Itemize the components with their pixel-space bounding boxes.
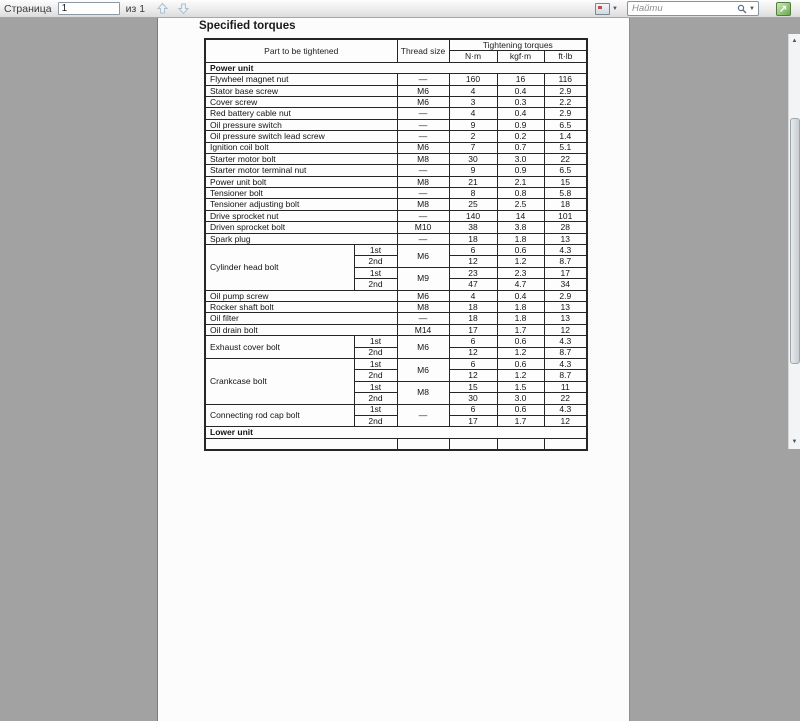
page-number-input[interactable]	[58, 2, 120, 15]
table-cell: 0.2	[497, 131, 544, 142]
table-cell: Spark plug	[205, 233, 397, 244]
table-cell: N·m	[449, 51, 497, 62]
section-header-cell: Power unit	[205, 62, 587, 73]
table-cell: 17	[449, 324, 497, 335]
table-cell: M10	[397, 222, 449, 233]
table-cell: —	[397, 313, 449, 324]
search-input[interactable]	[628, 3, 736, 14]
table-row	[205, 301, 587, 312]
table-cell: M6	[397, 358, 449, 381]
down-arrow-icon	[177, 2, 190, 15]
table-cell: 2.9	[544, 85, 587, 96]
table-cell: 0.8	[497, 188, 544, 199]
table-cell: 6.5	[544, 119, 587, 130]
table-cell: 30	[449, 393, 497, 404]
table-cell: 116	[544, 74, 587, 85]
table-row-partial	[205, 438, 587, 450]
table-cell: 22	[544, 153, 587, 164]
table-cell: 6	[449, 336, 497, 347]
table-cell: 0.6	[497, 358, 544, 369]
launch-button[interactable]	[776, 2, 791, 16]
table-cell: —	[397, 404, 449, 427]
table-cell: 101	[544, 210, 587, 221]
viewer-toolbar	[0, 0, 800, 18]
table-cell: 2.9	[544, 108, 587, 119]
table-row	[205, 290, 587, 301]
table-cell: 16	[497, 74, 544, 85]
table-row	[205, 165, 587, 176]
section-row	[205, 62, 587, 73]
green-arrow-icon	[779, 4, 788, 13]
table-cell: Cylinder head bolt	[205, 245, 354, 291]
table-cell: 1st	[354, 381, 397, 392]
table-row	[205, 358, 587, 369]
table-row	[205, 313, 587, 324]
table-cell: 18	[449, 233, 497, 244]
table-cell: Oil drain bolt	[205, 324, 397, 335]
table-cell: 2nd	[354, 279, 397, 290]
table-row	[205, 85, 587, 96]
table-cell: 1.8	[497, 233, 544, 244]
table-cell: —	[397, 165, 449, 176]
table-cell: Tensioner adjusting bolt	[205, 199, 397, 210]
table-cell: 2.1	[497, 176, 544, 187]
table-cell: 4	[449, 290, 497, 301]
table-cell: 0.4	[497, 290, 544, 301]
table-cell: 1st	[354, 245, 397, 256]
table-cell	[449, 438, 497, 450]
table-cell: 13	[544, 233, 587, 244]
table-cell: Part to be tightened	[205, 39, 397, 62]
table-cell: 23	[449, 267, 497, 278]
table-row	[205, 233, 587, 244]
table-cell: 4	[449, 85, 497, 96]
document-viewport	[0, 17, 800, 449]
table-cell: 6	[449, 404, 497, 415]
table-cell: 2.2	[544, 96, 587, 107]
table-row	[205, 188, 587, 199]
scroll-down-arrow-icon[interactable]: ▼	[791, 439, 798, 445]
table-cell: 12	[544, 324, 587, 335]
table-cell: 0.3	[497, 96, 544, 107]
page-count-label: из 1	[125, 2, 146, 15]
table-cell: 9	[449, 165, 497, 176]
table-cell: 2	[449, 131, 497, 142]
table-cell: 4.3	[544, 336, 587, 347]
table-cell: kgf·m	[497, 51, 544, 62]
table-cell: Oil pressure switch	[205, 119, 397, 130]
table-cell: 4.3	[544, 358, 587, 369]
table-row	[205, 336, 587, 347]
table-cell: 1.8	[497, 313, 544, 324]
table-cell: 1st	[354, 336, 397, 347]
table-cell: 0.9	[497, 119, 544, 130]
up-arrow-icon	[156, 2, 169, 15]
table-cell: 8.7	[544, 370, 587, 381]
table-cell: M6	[397, 85, 449, 96]
table-cell: 0.6	[497, 404, 544, 415]
table-cell: Power unit bolt	[205, 176, 397, 187]
table-cell: 12	[449, 370, 497, 381]
table-cell: 2.9	[544, 290, 587, 301]
table-cell: 1.2	[497, 370, 544, 381]
table-row	[205, 404, 587, 415]
table-cell: 8.7	[544, 347, 587, 358]
table-row	[205, 153, 587, 164]
torque-spec-table	[204, 38, 588, 451]
table-cell: 12	[449, 347, 497, 358]
table-cell: 38	[449, 222, 497, 233]
table-cell: 18	[544, 199, 587, 210]
table-cell: 3.0	[497, 393, 544, 404]
vertical-scrollbar[interactable]	[788, 34, 800, 449]
table-cell: 18	[449, 301, 497, 312]
table-cell: M6	[397, 142, 449, 153]
chevron-down-icon: ▼	[612, 5, 618, 12]
table-row	[205, 108, 587, 119]
table-cell: Ignition coil bolt	[205, 142, 397, 153]
table-cell: 2.3	[497, 267, 544, 278]
table-cell: M8	[397, 153, 449, 164]
table-row	[205, 324, 587, 335]
table-cell: Drive sprocket nut	[205, 210, 397, 221]
table-cell: M8	[397, 176, 449, 187]
table-row	[205, 222, 587, 233]
table-cell: 17	[449, 415, 497, 426]
table-row	[205, 199, 587, 210]
table-cell: 5.8	[544, 188, 587, 199]
table-cell: 0.7	[497, 142, 544, 153]
table-cell: —	[397, 108, 449, 119]
table-cell: Stator base screw	[205, 85, 397, 96]
table-cell: 1st	[354, 358, 397, 369]
table-cell: 4.3	[544, 404, 587, 415]
table-cell: M14	[397, 324, 449, 335]
table-cell	[497, 438, 544, 450]
section-title: Specified torques	[199, 20, 296, 32]
table-cell: —	[397, 131, 449, 142]
table-cell: 160	[449, 74, 497, 85]
table-cell: 2.5	[497, 199, 544, 210]
table-cell: M9	[397, 267, 449, 290]
table-cell: —	[397, 210, 449, 221]
table-cell: 1st	[354, 404, 397, 415]
display-size-button[interactable]	[595, 3, 618, 15]
table-cell: Starter motor bolt	[205, 153, 397, 164]
scroll-up-arrow-icon[interactable]: ▲	[791, 38, 798, 44]
table-cell: 3.0	[497, 153, 544, 164]
table-cell: 4.7	[497, 279, 544, 290]
table-cell	[397, 438, 449, 450]
table-cell: 12	[449, 256, 497, 267]
table-cell: 0.9	[497, 165, 544, 176]
table-cell: 140	[449, 210, 497, 221]
table-cell: M8	[397, 301, 449, 312]
table-row	[205, 131, 587, 142]
table-cell: 8	[449, 188, 497, 199]
table-cell: 17	[544, 267, 587, 278]
table-cell: 1.7	[497, 324, 544, 335]
table-cell: 13	[544, 301, 587, 312]
table-cell: 1.7	[497, 415, 544, 426]
table-cell: 2nd	[354, 256, 397, 267]
search-box[interactable]	[627, 1, 759, 16]
table-cell: 8.7	[544, 256, 587, 267]
monitor-icon	[595, 3, 610, 15]
table-cell: 0.4	[497, 108, 544, 119]
table-cell: 12	[544, 415, 587, 426]
table-cell: 1.8	[497, 301, 544, 312]
table-cell: 18	[449, 313, 497, 324]
table-cell: 25	[449, 199, 497, 210]
section-header-cell: Lower unit	[205, 427, 587, 438]
magnifier-icon	[737, 4, 747, 14]
table-cell: Driven sprocket bolt	[205, 222, 397, 233]
table-cell: 34	[544, 279, 587, 290]
torque-table-body	[205, 39, 587, 450]
table-cell: Oil pressure switch lead screw	[205, 131, 397, 142]
section-row	[205, 427, 587, 438]
table-cell: 3.8	[497, 222, 544, 233]
table-cell: 0.6	[497, 245, 544, 256]
table-row	[205, 119, 587, 130]
table-cell: 2nd	[354, 347, 397, 358]
table-cell: 3	[449, 96, 497, 107]
table-cell: —	[397, 188, 449, 199]
table-cell: 2nd	[354, 393, 397, 404]
table-cell: 15	[449, 381, 497, 392]
table-cell: Connecting rod cap bolt	[205, 404, 354, 427]
table-cell: —	[397, 233, 449, 244]
page-label: Страница	[4, 2, 52, 15]
table-row	[205, 210, 587, 221]
table-cell: 7	[449, 142, 497, 153]
table-cell: —	[397, 74, 449, 85]
table-row	[205, 176, 587, 187]
previous-page-button[interactable]	[155, 2, 170, 16]
search-options-button[interactable]	[736, 4, 758, 14]
next-page-button[interactable]	[176, 2, 191, 16]
table-cell: 4	[449, 108, 497, 119]
table-cell: 22	[544, 393, 587, 404]
table-cell: Rocker shaft bolt	[205, 301, 397, 312]
toolbar-right-group	[595, 1, 791, 16]
table-cell: 0.4	[497, 85, 544, 96]
table-cell: Oil pump screw	[205, 290, 397, 301]
table-cell: 11	[544, 381, 587, 392]
table-cell: Crankcase bolt	[205, 358, 354, 404]
table-cell: M6	[397, 336, 449, 359]
table-cell: 15	[544, 176, 587, 187]
table-cell: 2nd	[354, 370, 397, 381]
table-row	[205, 245, 587, 256]
table-cell: 6	[449, 245, 497, 256]
table-cell: 14	[497, 210, 544, 221]
table-cell: M8	[397, 381, 449, 404]
table-cell: M6	[397, 245, 449, 268]
table-cell: 4.3	[544, 245, 587, 256]
table-cell: 30	[449, 153, 497, 164]
table-cell	[205, 438, 397, 450]
chevron-down-icon: ▼	[749, 5, 755, 12]
table-cell: 5.1	[544, 142, 587, 153]
header-row-1	[205, 39, 587, 51]
table-cell: 0.6	[497, 336, 544, 347]
table-cell	[544, 438, 587, 450]
table-row	[205, 74, 587, 85]
table-cell: 1st	[354, 267, 397, 278]
table-cell: Cover screw	[205, 96, 397, 107]
table-cell: M6	[397, 290, 449, 301]
table-cell: 1.2	[497, 347, 544, 358]
table-cell: ft·lb	[544, 51, 587, 62]
table-cell: —	[397, 119, 449, 130]
table-cell: Oil filter	[205, 313, 397, 324]
table-cell: M6	[397, 96, 449, 107]
table-cell: 1.2	[497, 256, 544, 267]
table-cell: 1.4	[544, 131, 587, 142]
table-cell: Red battery cable nut	[205, 108, 397, 119]
table-cell: Tightening torques	[449, 39, 587, 51]
table-cell: Tensioner bolt	[205, 188, 397, 199]
table-cell: Exhaust cover bolt	[205, 336, 354, 359]
table-row	[205, 96, 587, 107]
table-cell: 1.5	[497, 381, 544, 392]
table-cell: 47	[449, 279, 497, 290]
table-cell: Flywheel magnet nut	[205, 74, 397, 85]
table-cell: Thread size	[397, 39, 449, 62]
table-cell: 2nd	[354, 415, 397, 426]
pdf-page	[157, 1, 630, 721]
table-cell: 13	[544, 313, 587, 324]
table-cell: 21	[449, 176, 497, 187]
table-cell: 28	[544, 222, 587, 233]
table-row	[205, 142, 587, 153]
table-cell: 6.5	[544, 165, 587, 176]
table-cell: 9	[449, 119, 497, 130]
table-cell: M8	[397, 199, 449, 210]
scrollbar-thumb[interactable]	[790, 118, 800, 364]
table-cell: Starter motor terminal nut	[205, 165, 397, 176]
table-cell: 6	[449, 358, 497, 369]
